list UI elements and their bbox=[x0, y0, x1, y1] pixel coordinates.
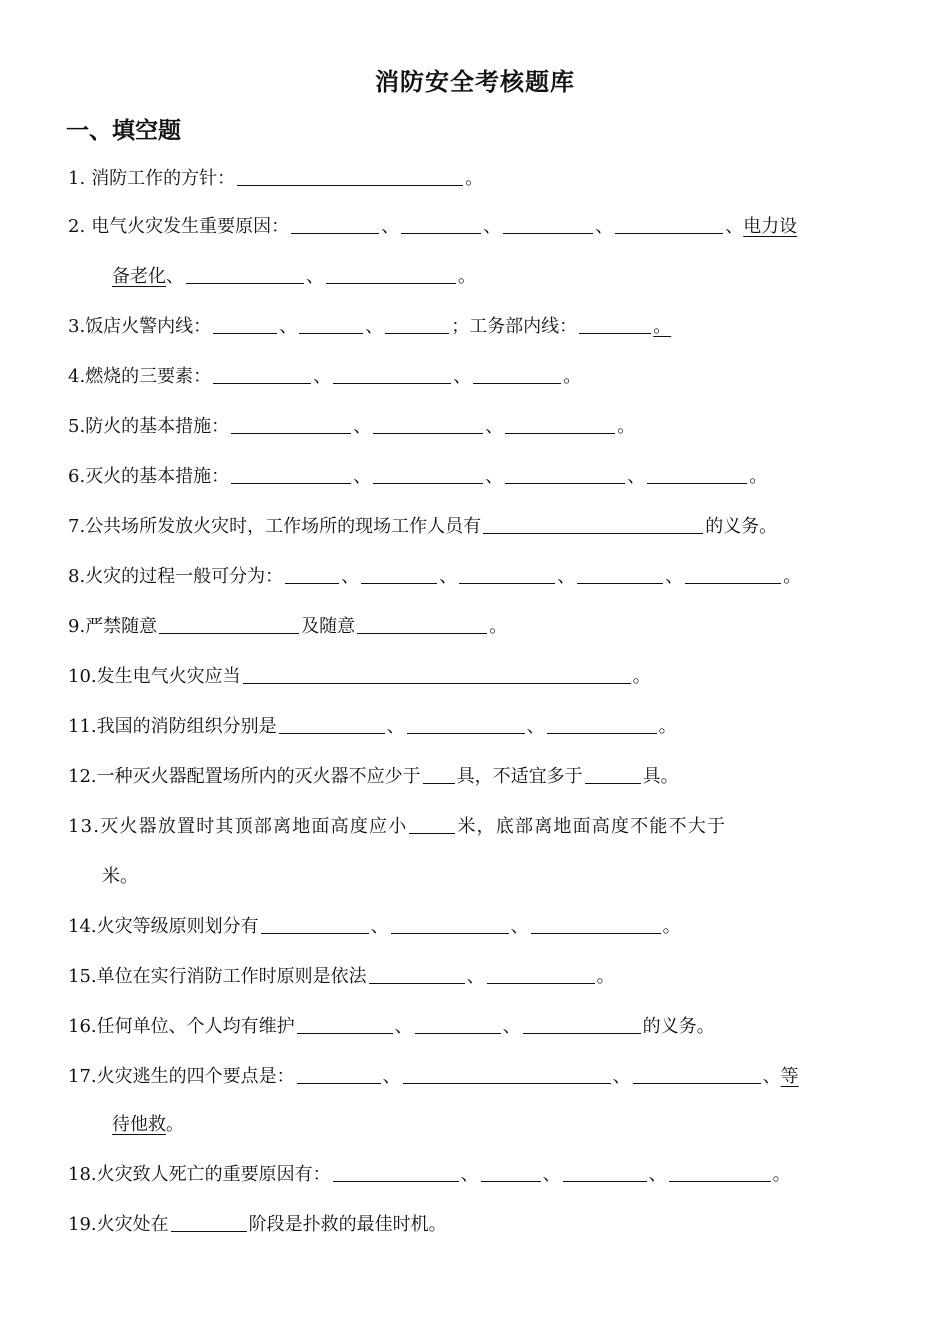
answer-blank[interactable] bbox=[481, 1163, 541, 1182]
answer-blank[interactable] bbox=[563, 1163, 647, 1182]
answer-blank[interactable] bbox=[279, 715, 385, 734]
answer-blank[interactable] bbox=[579, 315, 651, 334]
question-13-continued: 米。 bbox=[102, 866, 138, 887]
answer-blank[interactable] bbox=[213, 365, 311, 384]
page-title: 消防安全考核题库 bbox=[375, 67, 575, 96]
answer-blank[interactable] bbox=[361, 565, 437, 584]
answer-blank[interactable] bbox=[505, 415, 615, 434]
question-19: 19.火灾处在 阶段是扑救的最佳时机。 bbox=[68, 1214, 447, 1235]
answer-blank[interactable] bbox=[213, 315, 277, 334]
question-1: 1. 消防工作的方针： 。 bbox=[68, 168, 484, 189]
answer-blank[interactable] bbox=[285, 565, 339, 584]
answer-blank[interactable] bbox=[685, 565, 781, 584]
answer-blank[interactable] bbox=[503, 215, 593, 234]
question-11: 11.我国的消防组织分别是 、 、 。 bbox=[68, 716, 677, 737]
answer-blank[interactable] bbox=[333, 1163, 459, 1182]
answer-blank[interactable] bbox=[186, 265, 304, 284]
answer-blank[interactable] bbox=[231, 465, 351, 484]
question-18: 18.火灾致人死亡的重要原因有： 、 、 、 。 bbox=[68, 1164, 791, 1185]
answer-blank[interactable] bbox=[487, 965, 595, 984]
answer-blank[interactable] bbox=[531, 915, 661, 934]
answer-blank[interactable] bbox=[391, 915, 509, 934]
answer-blank[interactable] bbox=[409, 815, 455, 834]
question-16: 16.任何单位、个人均有维护 、 、 的义务。 bbox=[68, 1016, 715, 1037]
answer-blank[interactable] bbox=[299, 315, 363, 334]
answer-blank[interactable] bbox=[459, 565, 555, 584]
question-4: 4.燃烧的三要素： 、 、 。 bbox=[68, 366, 582, 387]
question-9: 9.严禁随意 及随意 。 bbox=[68, 616, 508, 637]
answer-blank[interactable] bbox=[297, 1065, 381, 1084]
question-6: 6.灭火的基本措施： 、 、 、 。 bbox=[68, 466, 768, 487]
answer-blank[interactable] bbox=[326, 265, 456, 284]
answer-blank[interactable] bbox=[243, 665, 631, 684]
question-13: 13.灭火器放置时其顶部离地面高度应小 米，底部离地面高度不能不大于 bbox=[68, 816, 727, 837]
question-2: 2. 电气火灾发生重要原因： 、 、 、 、电力设 bbox=[68, 216, 798, 237]
question-10: 10.发生电气火灾应当 。 bbox=[68, 666, 651, 687]
question-14: 14.火灾等级原则划分有 、 、 。 bbox=[68, 916, 681, 937]
question-2-continued: 备老化、 、 。 bbox=[112, 266, 476, 287]
question-17-continued: 待他救。 bbox=[112, 1114, 184, 1135]
answer-blank[interactable] bbox=[159, 615, 299, 634]
answer-blank[interactable] bbox=[523, 1015, 641, 1034]
answer-blank[interactable] bbox=[615, 215, 723, 234]
answer-blank[interactable] bbox=[357, 615, 487, 634]
question-12: 12.一种灭火器配置场所内的灭火器不应少于 具，不适宜多于 具。 bbox=[68, 766, 679, 787]
question-8: 8.火灾的过程一般可分为： 、 、 、 、 。 bbox=[68, 566, 802, 587]
answer-blank[interactable] bbox=[547, 715, 657, 734]
question-15: 15.单位在实行消防工作时原则是依法 、 。 bbox=[68, 966, 615, 987]
answer-blank[interactable] bbox=[633, 1065, 761, 1084]
answer-blank[interactable] bbox=[373, 415, 483, 434]
question-17: 17.火灾逃生的四个要点是： 、 、 、等 bbox=[68, 1066, 799, 1087]
answer-blank[interactable] bbox=[423, 765, 455, 784]
answer-blank[interactable] bbox=[237, 167, 463, 186]
answer-blank[interactable] bbox=[291, 215, 379, 234]
answer-blank[interactable] bbox=[171, 1213, 247, 1232]
answer-blank[interactable] bbox=[647, 465, 747, 484]
answer-blank[interactable] bbox=[483, 515, 703, 534]
question-3: 3.饭店火警内线： 、 、 ；工务部内线： 。 bbox=[68, 316, 672, 337]
answer-blank[interactable] bbox=[473, 365, 561, 384]
answer-blank[interactable] bbox=[261, 915, 369, 934]
answer-blank[interactable] bbox=[577, 565, 663, 584]
answer-blank[interactable] bbox=[407, 715, 525, 734]
answer-blank[interactable] bbox=[401, 215, 481, 234]
question-7: 7.公共场所发放火灾时，工作场所的现场工作人员有 的义务。 bbox=[68, 516, 778, 537]
answer-blank[interactable] bbox=[333, 365, 451, 384]
section-heading: 一、填空题 bbox=[66, 117, 181, 144]
answer-blank[interactable] bbox=[297, 1015, 393, 1034]
answer-blank[interactable] bbox=[373, 465, 483, 484]
question-5: 5.防火的基本措施： 、 、 。 bbox=[68, 416, 636, 437]
answer-blank[interactable] bbox=[403, 1065, 611, 1084]
answer-blank[interactable] bbox=[369, 965, 465, 984]
answer-blank[interactable] bbox=[415, 1015, 501, 1034]
answer-blank[interactable] bbox=[505, 465, 625, 484]
answer-blank[interactable] bbox=[585, 765, 641, 784]
answer-blank[interactable] bbox=[231, 415, 351, 434]
answer-blank[interactable] bbox=[385, 315, 449, 334]
answer-blank[interactable] bbox=[669, 1163, 771, 1182]
